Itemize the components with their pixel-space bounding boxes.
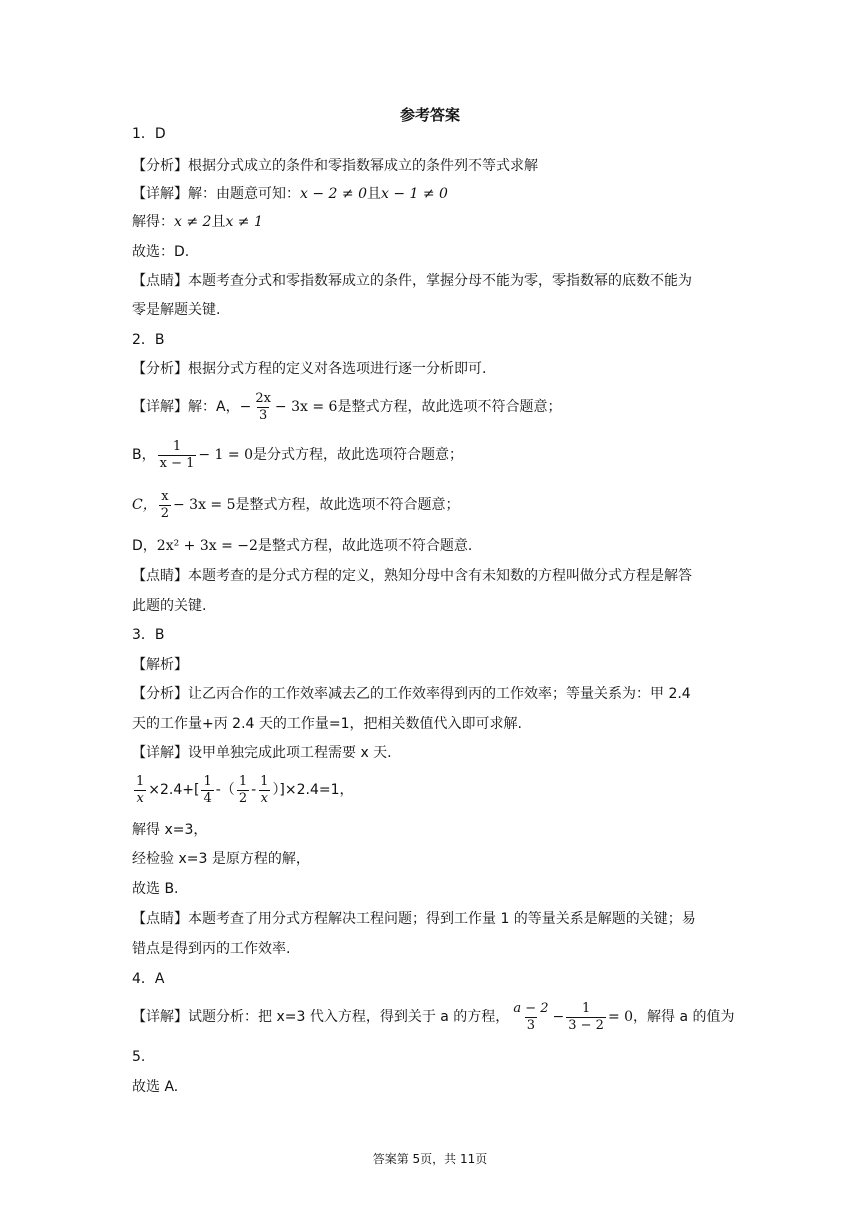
q3-comment-2: 错点是得到丙的工作效率. — [132, 941, 291, 957]
q1-comment-2: 零是解题关键. — [132, 302, 221, 318]
q3-eq-text-1: ×2.4+[ — [148, 782, 200, 798]
q3-frac-1-num: 1 — [136, 773, 145, 789]
q1-solve — [132, 212, 263, 232]
q1-math-1: x − 2 ≠ 0 — [300, 186, 367, 202]
q3-analysis-2: 天的工作量+丙 2.4 天的工作量=1，把相关数值代入即可求解. — [132, 716, 522, 732]
q2-head: 2．B — [132, 332, 165, 348]
q3-equation — [132, 773, 354, 807]
q4-head: 4．A — [132, 971, 165, 987]
q1-solve-math-2: x ≠ 1 — [225, 214, 263, 230]
page-title: 参考答案 — [399, 106, 460, 124]
q2-b-den: x − 1 — [159, 455, 195, 471]
q3-frac-4-den: x — [260, 790, 268, 806]
q1-choose: 故选：D. — [132, 244, 190, 260]
q2-comment-2: 此题的关键. — [132, 598, 207, 614]
q4-eq-rest: = 0 — [607, 1009, 634, 1025]
q2-b-num: 1 — [172, 438, 182, 454]
q3-frac-2-num: 1 — [203, 773, 212, 789]
q2-c-text: 是整式方程，故此选项不符合题意； — [235, 497, 460, 513]
q3-solve: 解得 x=3， — [132, 822, 208, 838]
q2-c-num: x — [161, 488, 169, 504]
q2-analysis: 【分析】根据分式方程的定义对各选项进行逐一分析即可. — [132, 361, 487, 377]
q3-detail: 【详解】设甲单独完成此项工程需要 x 天. — [132, 745, 392, 761]
q4-frac-2 — [566, 1001, 606, 1034]
q3-frac-3 — [237, 774, 249, 807]
q2-a-text: 是整式方程，故此选项不符合题意； — [337, 399, 562, 415]
page-footer: 答案第 5页，共 11页 — [372, 1152, 488, 1166]
q3-frac-3-num: 1 — [238, 773, 248, 789]
q1-analysis: 【分析】根据分式成立的条件和零指数幂成立的条件列不等式求解 — [132, 158, 538, 174]
q2-option-b — [132, 438, 463, 472]
q4-frac-2-num: 1 — [581, 1000, 591, 1016]
q3-parse: 【解析】 — [132, 657, 188, 673]
q3-frac-4 — [258, 774, 270, 807]
q3-frac-1-den: x — [136, 790, 144, 806]
q3-head: 3．B — [132, 627, 165, 643]
q3-frac-4-num: 1 — [260, 773, 269, 789]
q4-detail — [132, 1000, 735, 1034]
q2-d-prefix: D， — [132, 538, 157, 554]
q2-b-fraction — [158, 439, 197, 472]
q3-eq-text-4: ）]×2.4=1， — [272, 782, 354, 798]
q1-head: 1．D — [132, 126, 166, 142]
q2-b-prefix: B， — [132, 447, 156, 463]
q1-detail-prefix: 【详解】解：由题意可知： — [132, 186, 300, 202]
q3-frac-2-den: 4 — [203, 790, 212, 806]
q2-b-text: 是分式方程，故此选项符合题意； — [253, 447, 464, 463]
q3-frac-1 — [134, 774, 146, 807]
q4-choose: 故选 A. — [132, 1079, 179, 1095]
q2-c-rest: − 3x = 5 — [173, 497, 236, 513]
q2-c-den: 2 — [160, 505, 169, 521]
q4-value: 5. — [132, 1049, 146, 1065]
q1-solve-math-1: x ≠ 2 — [174, 214, 212, 230]
q1-solve-prefix: 解得： — [132, 214, 174, 230]
q2-option-a: 【详解】解：A，− $\frac{2x}{3}$ − 3x = 6是整式方程，故此选项不符合题意； — [132, 390, 562, 423]
q2-option-c — [132, 488, 460, 522]
q2-comment-1: 【点睛】本题考查的是分式方程的定义，熟知分母中含有未知数的方程叫做分式方程是解答 — [132, 568, 692, 584]
q3-choose: 故选 B. — [132, 881, 179, 897]
q3-check: 经检验 x=3 是原方程的解， — [132, 851, 310, 867]
q3-comment-1: 【点睛】本题考查了用分式方程解决工程问题；得到工作量 1 的等量关系是解题的关键；易 — [132, 911, 696, 927]
q1-detail — [132, 184, 448, 204]
q3-eq-text-2: -（ — [215, 782, 235, 798]
q2-a-rest: − 3x = 6 — [274, 399, 338, 415]
q3-analysis-1: 【分析】让乙丙合作的工作效率减去乙的工作效率得到丙的工作效率；等量关系为：甲 2.4 — [132, 686, 691, 702]
q4-detail-prefix: 【详解】试题分析：把 x=3 代入方程，得到关于 a 的方程， — [132, 1009, 510, 1025]
q2-a-prefix: 【详解】解：A， — [132, 399, 240, 415]
q4-frac-1-num: a − 2 — [513, 1000, 549, 1016]
q1-comment-1: 【点睛】本题考查分式和零指数幂成立的条件，掌握分母不能为零，零指数幂的底数不能为 — [132, 273, 692, 289]
q4-frac-2-den: 3 − 2 — [568, 1017, 604, 1033]
q4-minus: − — [552, 1009, 565, 1025]
q3-eq-text-3: - — [251, 782, 257, 798]
q2-d-text: 是整式方程，故此选项不符合题意. — [257, 538, 473, 554]
q2-c-prefix: C， — [132, 497, 157, 513]
q1-math-2: x − 1 ≠ 0 — [380, 186, 448, 202]
q2-a-num: 2x — [255, 390, 271, 406]
q3-frac-3-den: 2 — [238, 790, 248, 806]
q2-a-den: 3 — [258, 407, 268, 423]
q1-join: 且 — [366, 186, 381, 202]
q2-d-math: 2x² + 3x = −2 — [156, 538, 258, 554]
q2-option-d — [132, 536, 472, 556]
q2-b-rest: − 1 = 0 — [198, 447, 254, 463]
q1-solve-join: 且 — [211, 214, 226, 230]
q4-frac-1-den: 3 — [526, 1017, 536, 1033]
q3-frac-2 — [201, 774, 213, 807]
q2-c-fraction — [159, 489, 171, 522]
q4-detail-suffix: ，解得 a 的值为 — [633, 1009, 735, 1025]
q2-a-fraction — [253, 391, 273, 424]
q4-frac-1 — [511, 1001, 550, 1034]
